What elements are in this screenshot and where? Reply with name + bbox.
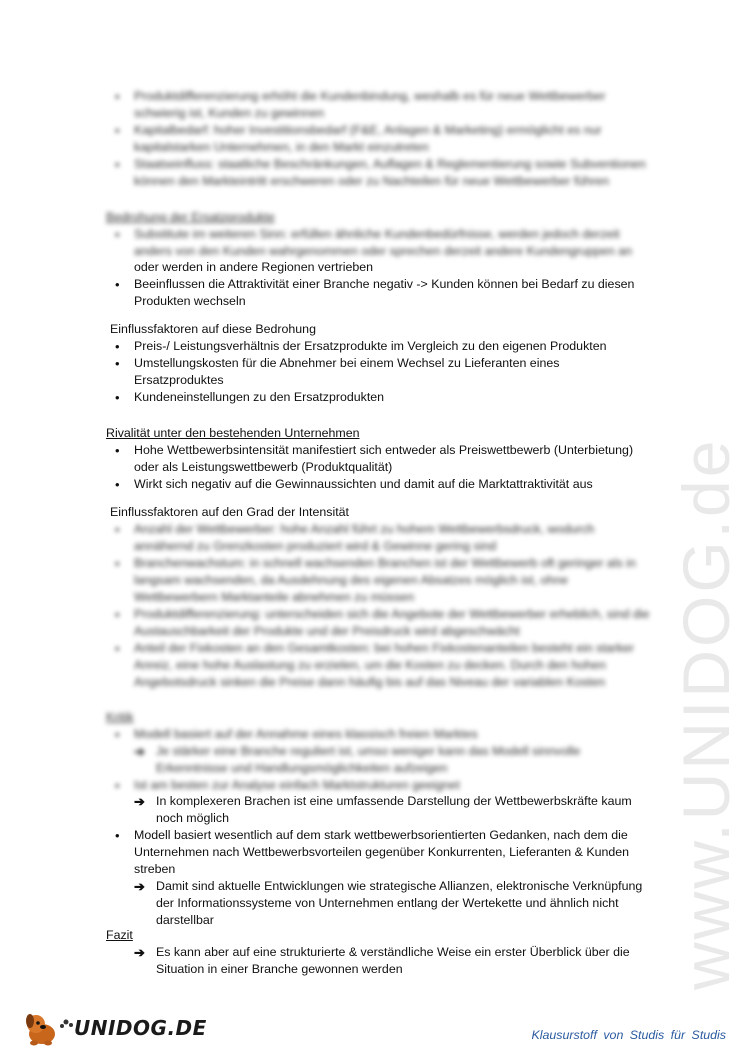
ersatz-blurred [106,209,651,260]
list-item: • Anteil der Fixkosten an den Gesamtkosten: bei hohen Fixkostenanteilen besteht ein starker Anreiz, eine hohe Auslastung zu erzielen, um die Kosten zu decken. Durch den hohen Angebotsdruck sinken die Preise dann häufig bis auf das Niveau der variablen Kosten [106,640,651,691]
arrow-icon: ➔ [134,945,145,960]
ersatz-section [106,259,651,406]
logo-text: UNIDOG.DE [74,1016,207,1040]
rivalitaet-section [106,425,651,521]
factors-heading-ersatz: Einflussfaktoren auf diese Bedrohung [110,322,316,336]
section-heading-ersatz: Bedrohung der Ersatzprodukte [106,210,275,224]
blurred-top-section [106,88,651,190]
arrow-item: ➔ Es kann aber auf eine strukturierte & verständliche Weise ein erster Überblick über die Situation in einer Branche gewonnen werden [134,945,630,976]
unidog-logo [22,1012,207,1048]
arrow-item: ➔ In komplexeren Brachen ist eine umfassende Darstellung der Wettbewerbskräfte kaum noch möglich [134,794,632,825]
item-continuation: oder werden in andere Regionen vertrieben [134,260,374,274]
section-heading-kritik: Kritik [106,710,134,724]
list-item: • Hohe Wettbewerbsintensität manifestiert sich entweder als Preiswettbewerb (Unterbietung) oder als Leistungswettbewerb (Produktqualität) [106,442,651,476]
list-item: • Produktdifferenzierung erhöht die Kundenbindung, weshalb es für neue Wettbewerber schwierig ist, Kunden zu gewinnen [106,88,651,122]
kritik-section [106,793,651,929]
kritik-blurred [106,709,651,794]
dog-icon [22,1012,76,1048]
rivalitaet-blurred [106,521,651,691]
list-item: • Substitute im weiteren Sinn: erfüllen ähnliche Kundenbedürfnisse, werden jedoch derzeit anders von den Kunden wahrgenommen oder sprechen derzeit andere Kundengruppen an [106,226,651,260]
list-item: • Modell basiert auf der Annahme eines klassisch freien Marktes [106,726,651,743]
list-item: • Produktdifferenzierung: unterscheiden sich die Angebote der Wettbewerber erheblich, sind die Austauschbarkeit der Produkte und der Preisdruck wird abgeschwächt [106,606,651,640]
list-item: • Wirkt sich negativ auf die Gewinnaussichten und damit auf die Marktattraktivität aus [106,476,651,493]
list-item: • Preis-/ Leistungsverhältnis der Ersatzprodukte im Vergleich zu den eigenen Produkten [106,338,651,355]
arrow-icon: ➔ [134,744,145,759]
section-heading-fazit: Fazit [106,928,133,942]
list-item: • Modell basiert wesentlich auf dem stark wettbewerbsorientierten Gedanken, nach dem die Unternehmen nach Wettbewerbsvorteilen gegenüber Konkurrenten, Lieferanten & Kunden streben [106,827,651,878]
list-item: • Kundeneinstellungen zu den Ersatzprodukten [106,389,651,406]
list-item: • Kapitalbedarf: hoher Investitionsbedarf (F&E, Anlagen & Marketing) ermöglicht es nur kapitalstarken Unternehmen, in den Markt einzutreten [106,122,651,156]
footer-tagline: Klausurstoff von Studis für Studis [531,1028,726,1042]
list-item: • Umstellungskosten für die Abnehmer bei einem Wechsel zu Lieferanten eines Ersatzproduktes [106,355,651,389]
section-heading-rivalitaet: Rivalität unter den bestehenden Unternehmen [106,426,360,440]
list-item: • Beeinflussen die Attraktivität einer Branche negativ -> Kunden können bei Bedarf zu diesen Produkten wechseln [106,276,651,310]
list-item: • Ist am besten zur Analyse einfach Marktstrukturen geeignet [106,777,651,794]
arrow-item: ➔ Damit sind aktuelle Entwicklungen wie strategische Allianzen, elektronische Verknüpfung der Informationssysteme von Unternehmen entlang der Wertekette und ähnlich nicht darstellbar [134,879,643,927]
watermark-text: www.UNIDOG.de [669,437,743,990]
fazit-section [106,927,651,978]
factors-heading-rivalitaet: Einflussfaktoren auf den Grad der Intensität [110,505,350,519]
list-item: • Branchenwachstum: in schnell wachsenden Branchen ist der Wettbewerb oft geringer als in langsam wachsenden, da Ausdehnung des eigenen Absatzes möglich ist, ohne Wettbewerbern Marktanteile abnehmen zu müssen [106,555,651,606]
list-item: • Anzahl der Wettbewerber: hohe Anzahl führt zu hohem Wettbewerbsdruck, wodurch annähernd zu Grenzkosten produziert wird & Gewinne gering sind [106,521,651,555]
arrow-icon: ➔ [134,879,145,894]
list-item: • Staatseinfluss: staatliche Beschränkungen, Auflagen & Reglementierung sowie Subventionen können den Markteintritt erschweren oder zu Nachteilen für neue Wettbewerber führen [106,156,651,190]
arrow-icon: ➔ [134,794,145,809]
arrow-item: ➔ Je stärker eine Branche reguliert ist, umso weniger kann das Modell sinnvolle Erkenntnisse und Handlungsmöglichkeiten aufzeigen [134,744,581,775]
